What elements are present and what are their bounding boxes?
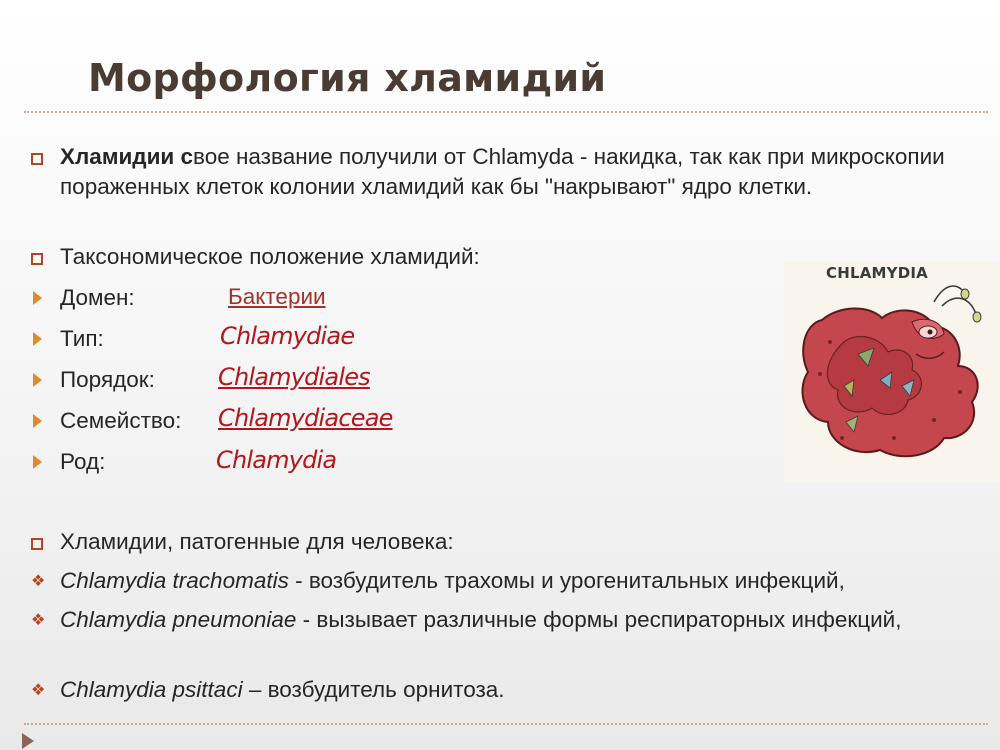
taxonomy-label-domain: Домен: bbox=[60, 285, 135, 310]
intro-rest: вое название получили от Chlamyda - накидка, так как при микроскопии пораженных клеток колонии хламидий как бы "накрывают" ядро клетки. bbox=[60, 144, 945, 199]
pathogen-name: Chlamydia pneumoniae bbox=[60, 607, 297, 632]
title-divider bbox=[24, 111, 988, 113]
illustration-label: CHLAMYDIA bbox=[826, 264, 928, 282]
corner-triangle-icon bbox=[22, 733, 34, 749]
taxonomy-label-genus: Род: bbox=[60, 449, 106, 474]
footer-divider bbox=[24, 723, 988, 725]
taxonomy-value-genus: Chlamydia bbox=[216, 446, 337, 474]
pathogen-item bbox=[60, 605, 920, 635]
intro-paragraph bbox=[60, 142, 960, 202]
arrow-bullet-icon bbox=[33, 455, 42, 469]
pathogen-item bbox=[60, 566, 960, 596]
taxonomy-value-order[interactable]: Chlamydiales bbox=[218, 363, 370, 391]
taxonomy-label-order: Порядок: bbox=[60, 367, 155, 392]
pathogen-name: Chlamydia trachomatis bbox=[60, 568, 289, 593]
square-bullet-icon bbox=[31, 538, 43, 550]
taxonomy-header: Таксономическое положение хламидий: bbox=[60, 244, 480, 269]
taxonomy-value-domain[interactable]: Бактерии bbox=[228, 284, 326, 309]
pathogen-name: Chlamydia psittaci bbox=[60, 677, 243, 702]
diamond-bullet-icon: ❖ bbox=[31, 682, 46, 699]
pathogen-item bbox=[60, 675, 960, 705]
arrow-bullet-icon bbox=[33, 373, 42, 387]
diamond-bullet-icon: ❖ bbox=[31, 573, 46, 590]
taxonomy-value-family[interactable]: Chlamydiaceae bbox=[218, 404, 393, 432]
arrow-bullet-icon bbox=[33, 332, 42, 346]
taxonomy-value-type: Chlamydiae bbox=[220, 322, 355, 350]
taxonomy-label-family: Семейство: bbox=[60, 408, 182, 433]
diamond-bullet-icon: ❖ bbox=[31, 612, 46, 629]
pathogen-desc: - вызывает различные формы респираторных инфекций, bbox=[296, 607, 902, 632]
intro-bold: Хламидии с bbox=[60, 144, 194, 169]
pathogen-desc: - возбудитель трахомы и урогенитальных инфекций, bbox=[288, 568, 845, 593]
arrow-bullet-icon bbox=[33, 414, 42, 428]
pathogen-desc: – возбудитель орнитоза. bbox=[242, 677, 505, 702]
chlamydia-illustration bbox=[784, 262, 1000, 482]
arrow-bullet-icon bbox=[33, 291, 42, 305]
taxonomy-label-type: Тип: bbox=[60, 326, 104, 351]
chlamydia-cartoon-icon bbox=[784, 262, 1000, 482]
slide-title: Морфология хламидий bbox=[88, 56, 607, 100]
square-bullet-icon bbox=[31, 253, 43, 265]
square-bullet-icon bbox=[31, 153, 43, 165]
pathogens-header: Хламидии, патогенные для человека: bbox=[60, 529, 454, 554]
